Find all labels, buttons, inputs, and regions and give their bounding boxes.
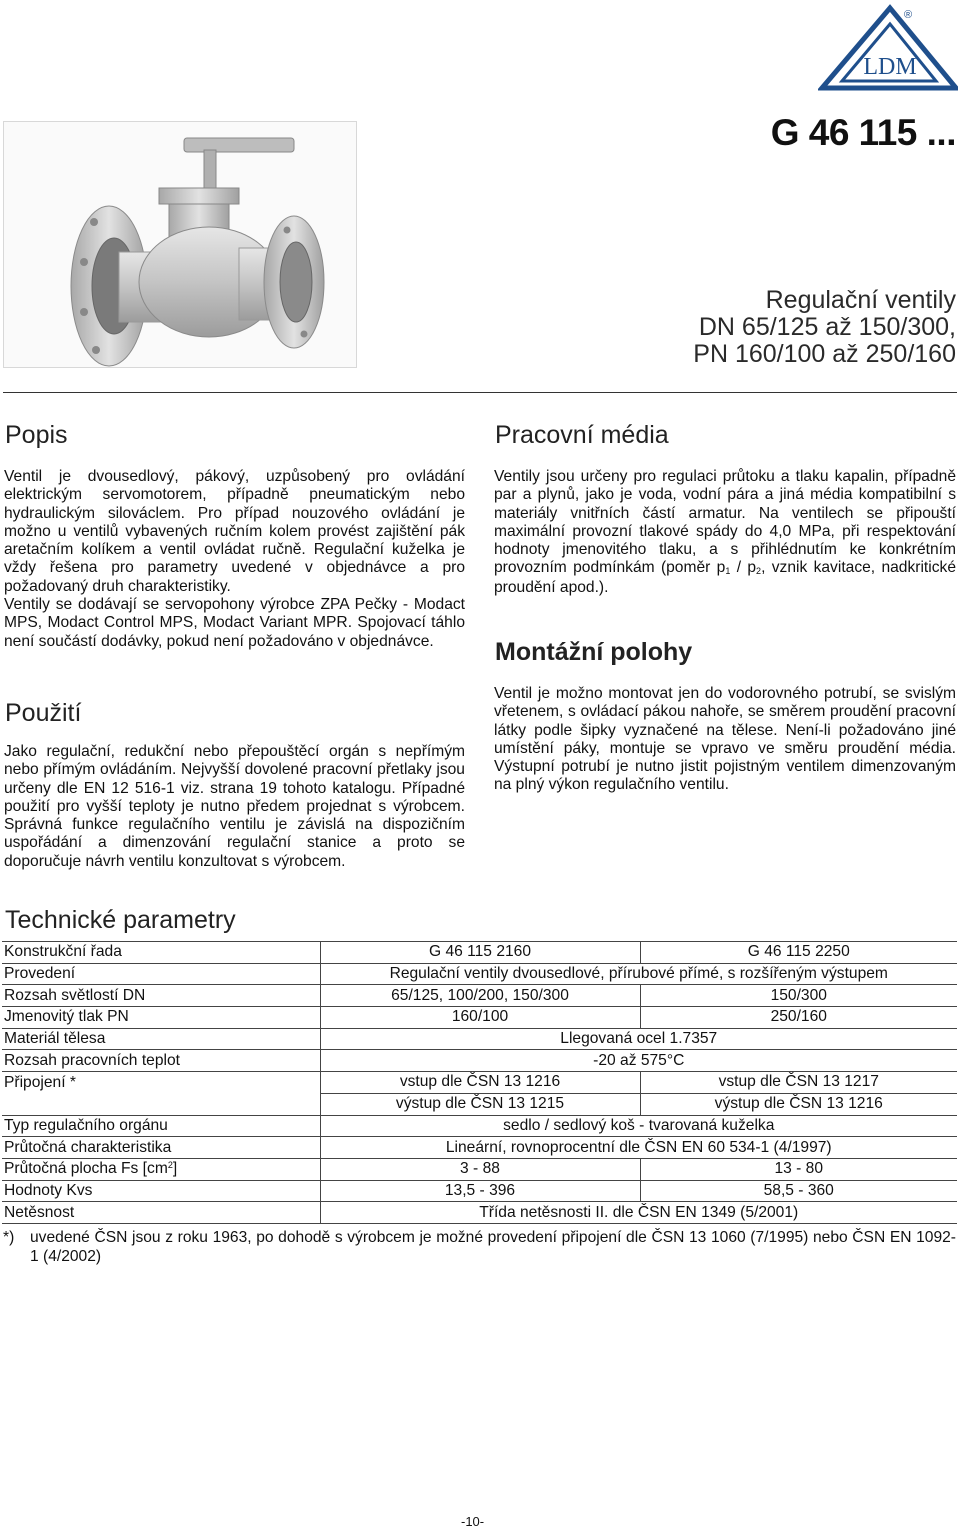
tech-row-value-2160: 3 - 88 bbox=[320, 1158, 640, 1180]
tech-row bbox=[2, 1007, 957, 1029]
tech-row-value-2250: výstup dle ČSN 13 1216 bbox=[640, 1093, 957, 1115]
montaz-paragraph-1: Ventil je možno montovat jen do vodorovného potrubí, se svislým vřetenem, s ovládací pákou nahoře, se směrem proudění pracovní látky podle šipky vyznačené na tělese. Není-li požadováno jiné umístění páky, montuje se vpravo ve směru proudění média. Výstupní potrubí je nutno jistit pojistným ventilem dimenzovaným na plný výkon regulačního ventilu. bbox=[494, 685, 956, 794]
tech-row-value-2250: 250/160 bbox=[640, 1007, 957, 1029]
tech-row bbox=[2, 1202, 957, 1224]
popis-heading: Popis bbox=[5, 421, 68, 449]
tech-row-value-2160: G 46 115 2160 bbox=[320, 942, 640, 964]
tech-row-value-2250: 150/300 bbox=[640, 985, 957, 1007]
tech-row-label: Připojení * bbox=[4, 1073, 76, 1091]
tech-row bbox=[2, 1072, 957, 1094]
product-title bbox=[693, 287, 956, 368]
tech-row-value: Regulační ventily dvousedlové, přírubové přímé, s rozšířeným výstupem bbox=[320, 963, 957, 985]
tech-row-label: Materiál tělesa bbox=[2, 1028, 320, 1050]
popis-text bbox=[4, 468, 465, 651]
page-number: -10- bbox=[461, 1514, 485, 1529]
valve-photo bbox=[3, 121, 357, 368]
tech-row-value-2250: 58,5 - 360 bbox=[640, 1180, 957, 1202]
tech-row-label: Jmenovitý tlak PN bbox=[2, 1007, 320, 1029]
tech-row-value-2160: 13,5 - 396 bbox=[320, 1180, 640, 1202]
tech-row bbox=[2, 1050, 957, 1072]
tech-row-value: Lineární, rovnoprocentní dle ČSN EN 60 534-1 (4/1997) bbox=[320, 1137, 957, 1159]
montaz-text bbox=[494, 685, 956, 795]
tech-table bbox=[2, 941, 957, 1224]
popis-paragraph-1: Ventil je dvousedlový, pákový, uzpůsobený pro ovládání elektrickým servomotorem, případně pneumatickým nebo hydraulickým silováclem. Pro případ nouzového ovládání je možno u ventilů vybavených ručním kolem provést zajištění pák aretačním kolíkem a ventil ovládat ručně. Regulační kuželka je vždy řešena pro parametry uvedené v objednávce a pro požadovaný druh charakteristiky. bbox=[4, 468, 465, 595]
tech-row-value-2250: 13 - 80 bbox=[640, 1158, 957, 1180]
title-line-1: Regulační ventily bbox=[765, 286, 956, 314]
tech-row-label: Rozsah světlostí DN bbox=[2, 985, 320, 1007]
media-heading: Pracovní média bbox=[495, 421, 669, 449]
header-divider bbox=[3, 392, 957, 393]
tech-row bbox=[2, 1028, 957, 1050]
tech-row-label: Typ regulačního orgánu bbox=[2, 1115, 320, 1137]
tech-row bbox=[2, 1180, 957, 1202]
tech-row bbox=[2, 1158, 957, 1180]
tech-row-value: Třída netěsnosti II. dle ČSN EN 1349 (5/2001) bbox=[320, 1202, 957, 1224]
tech-heading: Technické parametry bbox=[5, 906, 236, 934]
title-line-2: DN 65/125 až 150/300, bbox=[698, 313, 956, 341]
montaz-heading: Montážní polohy bbox=[495, 638, 693, 666]
tech-row bbox=[2, 1137, 957, 1159]
tech-row-label: Hodnoty Kvs bbox=[2, 1180, 320, 1202]
tech-row bbox=[2, 942, 957, 964]
media-text bbox=[494, 468, 956, 597]
tech-row-value: -20 až 575°C bbox=[320, 1050, 957, 1072]
footnote bbox=[3, 1229, 956, 1266]
tech-row bbox=[2, 963, 957, 985]
logo-text: LDM bbox=[863, 54, 917, 80]
pouziti-text bbox=[4, 743, 465, 871]
tech-row bbox=[2, 1093, 957, 1115]
tech-row-value-2160: 65/125, 100/200, 150/300 bbox=[320, 985, 640, 1007]
tech-row-value-2250: G 46 115 2250 bbox=[640, 942, 957, 964]
tech-row-label: Netěsnost bbox=[2, 1202, 320, 1224]
tech-row-label: Konstrukční řada bbox=[2, 942, 320, 964]
tech-row bbox=[2, 1115, 957, 1137]
popis-paragraph-2: Ventily se dodávají se servopohony výrobce ZPA Pečky - Modact MPS, Modact Control MPS, Modact Variant MPR. Spojovací táhlo není součástí dodávky, pokud není požadováno v objednávce. bbox=[4, 596, 465, 650]
tech-row bbox=[2, 985, 957, 1007]
tech-row-label: Provedení bbox=[2, 963, 320, 985]
tech-row-value: Llegovaná ocel 1.7357 bbox=[320, 1028, 957, 1050]
tech-row-value-2250: vstup dle ČSN 13 1217 bbox=[640, 1072, 957, 1094]
tech-row-label: Průtočná plocha Fs $[cm^2]$ bbox=[2, 1158, 320, 1180]
tech-row-label: Rozsah pracovních teplot bbox=[2, 1050, 320, 1072]
footnote-text: uvedené ČSN jsou z roku 1963, po dohodě s výrobcem je možné provedení připojení dle ČSN 13 1060 (7/1995) nebo ČSN EN 1092-1 (4/2002) bbox=[30, 1229, 956, 1265]
pouziti-paragraph-1: Jako regulační, redukční nebo přepouštěcí orgán s nepřímým nebo přímým ovládáním. Nejvyšší dovolené pracovní přetlaky jsou určeny dle EN 12 516-1 viz. strana 19 tohoto katalogu. Případné použití pro vyšší teploty je nutno předem projednat s výrobcem. Správná funkce regulačního ventilu je závislá na dispozičním uspořádání a dimenzování regulační stanice a proto se doporučuje návrh ventilu konzultovat s výrobcem. bbox=[4, 743, 465, 870]
tech-row-label bbox=[2, 1093, 320, 1115]
footnote-marker: *) bbox=[3, 1229, 15, 1246]
tech-row-label: Průtočná charakteristika bbox=[2, 1137, 320, 1159]
registered-mark: ® bbox=[904, 9, 913, 21]
tech-row-value: sedlo / sedlový koš - tvarovaná kuželka bbox=[320, 1115, 957, 1137]
tech-row-value-2160: 160/100 bbox=[320, 1007, 640, 1029]
media-paragraph-1: Ventily jsou určeny pro regulaci průtoku a tlaku kapalin, případně par a plynů, jako je voda, vodní pára a jiná média kompatibilní s materiály vnitřních částí armatur. Na ventilech se připouští maximální provozní tlakové spády do 4,0 MPa, při respektování hodnoty jmenovitého tlaku, a s přihlédnutím ke konkrétním provozním podmínkám (poměr $p_1 / p_2$, vznik kavitace, nadkritické proudění apod.). bbox=[494, 468, 956, 596]
product-code: G 46 115 ... bbox=[770, 112, 956, 153]
title-line-3: PN 160/100 až 250/160 bbox=[693, 340, 956, 368]
tech-row-value-2160: výstup dle ČSN 13 1215 bbox=[320, 1093, 640, 1115]
pouziti-heading: Použití bbox=[5, 699, 82, 727]
tech-row-value-2160: vstup dle ČSN 13 1216 bbox=[320, 1072, 640, 1094]
ldm-logo bbox=[818, 4, 958, 92]
